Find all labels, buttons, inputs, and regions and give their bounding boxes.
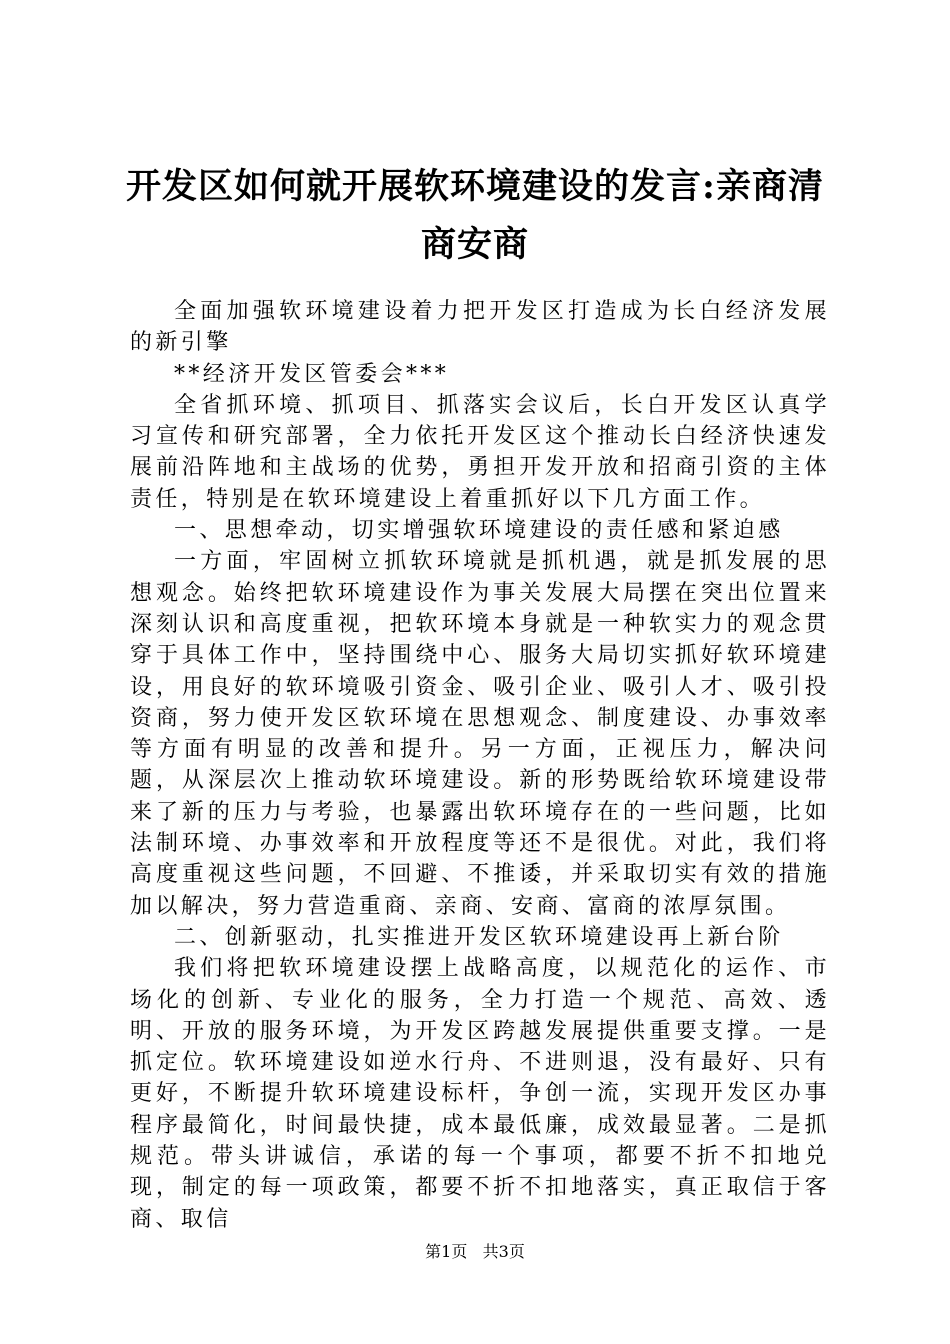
author-line: **经济开发区管委会*** — [174, 361, 450, 387]
section-1-paragraph: 一方面，牢固树立抓软环境就是抓机遇，就是抓发展的思想观念。始终把软环境建设作为事关发展大局摆在突出位置来深刻认识和高度重视，把软环境本身就是一种软实力的观念贯穿于具体工作中，坚持围绕中心、服务大局切实抓好软环境建设，用良好的软环境吸引资金、吸引企业、吸引人才、吸引投资商，努力使开发区软环境在思想观念、制度建设、办事效率等方面有明显的改善和提升。另一方面，正视压力，解决问题，从深层次上推动软环境建设。新的形势既给软环境建设带来了新的压力与考验，也暴露出软环境存在的一些问题，比如法制环境、办事效率和开放程度等还不是很优。对此，我们将高度重视这些问题，不回避、不推诿，并采取切实有效的措施加以解决，努力营造重商、亲商、安商、富商的浓厚氛围。 — [130, 549, 830, 919]
section-heading-1: 一、思想牵动，切实增强软环境建设的责任感和紧迫感 — [174, 518, 784, 544]
document-title: 开发区如何就开展软环境建设的发言:亲商清商安商 — [126, 166, 824, 265]
section-2-paragraph: 我们将把软环境建设摆上战略高度，以规范化的运作、市场化的创新、专业化的服务，全力打造一个规范、高效、透明、开放的服务环境，为开发区跨越发展提供重要支撑。一是抓定位。软环境建设如逆水行舟、不进则退，没有最好、只有更好，不断提升软环境建设标杆，争创一流，实现开发区办事程序最简化，时间最快捷，成本最低廉，成效最显著。二是抓规范。带头讲诚信，承诺的每一个事项，都要不折不扣地兑现，制定的每一项政策，都要不折不扣地落实，真正取信于客商、取信 — [130, 956, 830, 1232]
page-number: 第1页 — [425, 1242, 468, 1261]
subtitle-paragraph: 全面加强软环境建设着力把开发区打造成为长白经济发展的新引擎 — [130, 299, 830, 356]
page-footer — [0, 1240, 950, 1264]
section-heading-2: 二、创新驱动，扎实推进开发区软环境建设再上新台阶 — [174, 924, 784, 950]
page-total: 共3页 — [482, 1242, 525, 1261]
page-separator — [472, 1242, 477, 1261]
intro-paragraph: 全省抓环境、抓项目、抓落实会议后，长白开发区认真学习宣传和研究部署，全力依托开发区这个推动长白经济快速发展前沿阵地和主战场的优势，勇担开发开放和招商引资的主体责任，特别是在软环境建设上着重抓好以下几方面工作。 — [130, 392, 830, 512]
document-body — [130, 296, 830, 1235]
